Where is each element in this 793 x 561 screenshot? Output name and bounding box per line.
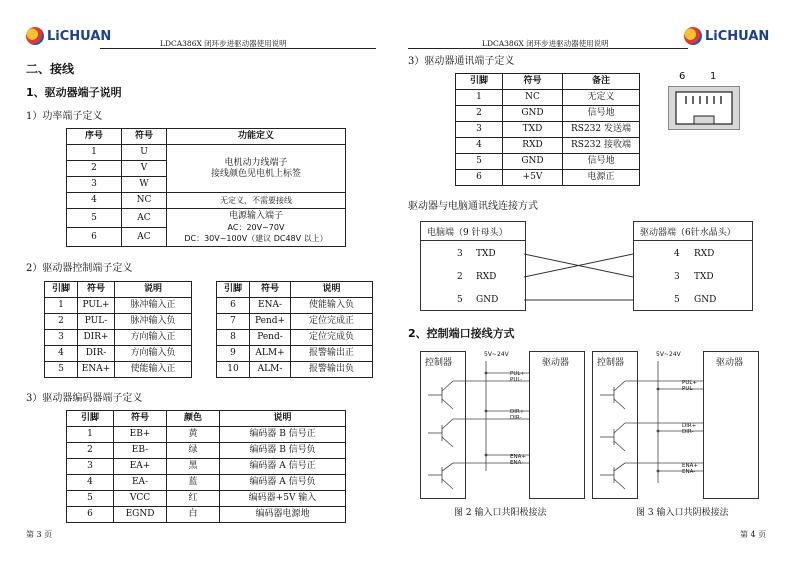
cell: 编码器 A 信号负	[220, 475, 346, 491]
col-header: 符号	[114, 411, 167, 427]
driver-label: 驱动器	[542, 358, 570, 368]
table-row	[45, 298, 192, 314]
cell: 使能输入正	[115, 362, 192, 378]
cell: DIR-	[78, 346, 115, 362]
cell: TXD	[503, 122, 563, 138]
function-line: AC：20V~70V	[227, 223, 285, 232]
header-title: LDCA386X 闭环步进驱动器使用说明	[160, 39, 287, 48]
driver-pin: 4	[674, 249, 680, 259]
table-row	[456, 90, 640, 106]
rj-jack-icon	[668, 86, 740, 130]
cell: 8	[217, 330, 250, 346]
cell: Pend-	[250, 330, 291, 346]
page-number: 第 4 页	[740, 530, 767, 539]
lichuan-logo	[684, 27, 769, 45]
col-header: 符号	[122, 129, 167, 145]
crossover-wiring	[524, 240, 634, 310]
cell-symbol: AC	[122, 209, 167, 228]
table-row	[45, 314, 192, 330]
function-line: 电机动力线端子	[224, 157, 288, 168]
table-row	[217, 314, 373, 330]
cell-symbol: U	[122, 145, 167, 161]
function-line: 电源输入端子	[228, 211, 283, 221]
driver-signal: GND	[694, 295, 717, 305]
col-header: 符号	[78, 282, 115, 298]
cell: 6	[456, 170, 503, 186]
common-cathode-wiring	[592, 351, 757, 499]
lichuan-logo-icon	[684, 27, 702, 45]
cell: ENA+	[78, 362, 115, 378]
cell: 9	[217, 346, 250, 362]
common-anode-wiring	[420, 351, 585, 499]
cell: 10	[217, 362, 250, 378]
header-rule	[100, 48, 376, 49]
cell: 使能输入负	[291, 298, 373, 314]
table-row	[67, 507, 346, 523]
cell: 5	[67, 491, 114, 507]
jack-pin-label: 6	[679, 71, 686, 82]
driver-pin: 5	[674, 295, 680, 305]
signal-label: ENA-	[682, 469, 696, 475]
col-header: 说明	[220, 411, 346, 427]
header-title: LDCA386X 闭环步进驱动器使用说明	[482, 39, 609, 48]
control-terminal-table-right	[216, 281, 373, 378]
page-heading: 二、接线	[26, 62, 75, 76]
cell: 7	[217, 314, 250, 330]
table-row	[67, 209, 346, 228]
table-row	[45, 346, 192, 362]
figure-caption: 图 2 输入口共阳极接法	[454, 508, 547, 518]
pc-pin: 2	[457, 272, 463, 282]
driver-connector-title: 驱动器端（6针水晶头）	[640, 228, 736, 238]
control-terminal-table-left	[44, 281, 192, 378]
cell: 编码器 B 信号正	[220, 427, 346, 443]
signal-label: DIR-	[510, 415, 522, 421]
cell: 脉冲输入正	[115, 298, 192, 314]
cell: 编码器电源地	[220, 507, 346, 523]
driver-connector-box	[633, 221, 753, 311]
cell: PUL+	[78, 298, 115, 314]
power-terminal-table	[66, 128, 346, 247]
cell: 5	[456, 154, 503, 170]
cell: ALM-	[250, 362, 291, 378]
cell: RS232 发送端	[563, 122, 640, 138]
cell: GND	[503, 154, 563, 170]
col-header: 说明	[115, 282, 192, 298]
cell: 6	[217, 298, 250, 314]
table-row	[67, 459, 346, 475]
cell: 编码器+5V 输入	[220, 491, 346, 507]
cell: 5	[45, 362, 78, 378]
table-row	[45, 362, 192, 378]
section-comm-terminals: 3）驱动器通讯端子定义	[408, 56, 515, 67]
lichuan-logo	[26, 27, 111, 45]
pc-pin: 3	[457, 249, 463, 259]
page-number: 第 3 页	[26, 530, 53, 539]
cell: 红	[167, 491, 220, 507]
cell: 信号地	[563, 106, 640, 122]
col-header: 引脚	[45, 282, 78, 298]
table-row	[456, 154, 640, 170]
cell-function-nc: 无定义，不需要接线	[167, 193, 346, 209]
driver-signal: TXD	[694, 272, 714, 282]
cell: 1	[67, 427, 114, 443]
cell: ALM+	[250, 346, 291, 362]
table-row	[45, 330, 192, 346]
cell: 2	[456, 106, 503, 122]
col-header: 引脚	[456, 74, 503, 90]
cell: NC	[503, 90, 563, 106]
cell-symbol: NC	[122, 193, 167, 209]
cell: 定位完成正	[291, 314, 373, 330]
function-line: 接线颜色见电机上标签	[210, 168, 301, 179]
function-line: DC：30V~100V（建议 DC48V 以上）	[184, 234, 328, 243]
cell: 黄	[167, 427, 220, 443]
cell: Pend+	[250, 314, 291, 330]
cell-function-motor	[167, 145, 346, 193]
section-control-terminals: 2）驱动器控制端子定义	[26, 263, 133, 274]
signal-label: ENA-	[510, 460, 524, 466]
cell: 2	[45, 314, 78, 330]
signal-label: PUL-	[510, 377, 523, 383]
signal-label: PUL+	[510, 371, 526, 377]
table-row	[456, 170, 640, 186]
cell: EA+	[114, 459, 167, 475]
cell: RS232 接收端	[563, 138, 640, 154]
lichuan-logo-icon	[26, 27, 44, 45]
cell: 4	[45, 346, 78, 362]
driver-label: 驱动器	[716, 358, 744, 368]
signal-label: PUL+	[682, 380, 698, 386]
cell: 黑	[167, 459, 220, 475]
pc-signal: TXD	[476, 249, 496, 259]
cell-index: 5	[67, 209, 122, 228]
cell-index: 1	[67, 145, 122, 161]
figure-caption: 图 3 输入口共阴极接法	[636, 508, 729, 518]
table-row	[67, 443, 346, 459]
signal-label: DIR-	[682, 429, 694, 435]
table-row	[67, 145, 346, 161]
header-rule	[408, 48, 688, 49]
cell: VCC	[114, 491, 167, 507]
cell: EB+	[114, 427, 167, 443]
table-row	[456, 138, 640, 154]
col-header: 颜色	[167, 411, 220, 427]
signal-label: ENA+	[682, 463, 698, 469]
cell: 3	[456, 122, 503, 138]
cell: 1	[45, 298, 78, 314]
col-header: 说明	[291, 282, 373, 298]
supply-label: 5V~24V	[656, 351, 681, 358]
section-comm-link: 驱动器与电脑通讯线连接方式	[408, 201, 538, 212]
cell: 编码器 A 信号正	[220, 459, 346, 475]
driver-signal: RXD	[694, 249, 715, 259]
cell: 方向输入正	[115, 330, 192, 346]
cell: RXD	[503, 138, 563, 154]
col-header: 序号	[67, 129, 122, 145]
col-header: 符号	[503, 74, 563, 90]
cell: 方向输入负	[115, 346, 192, 362]
cell: 报警输出正	[291, 346, 373, 362]
cell: DIR+	[78, 330, 115, 346]
table-row	[456, 106, 640, 122]
cell: 电源正	[563, 170, 640, 186]
cell-symbol: AC	[122, 228, 167, 247]
cell-index: 2	[67, 161, 122, 177]
jack-pin-label: 1	[710, 71, 717, 82]
table-row	[217, 362, 373, 378]
col-header: 符号	[250, 282, 291, 298]
cell: 绿	[167, 443, 220, 459]
logo-text: LiCHUAN	[47, 28, 112, 44]
pc-connector-box	[420, 221, 526, 311]
logo-text: LiCHUAN	[705, 28, 770, 44]
cell: GND	[503, 106, 563, 122]
cell: PUL-	[78, 314, 115, 330]
table-row	[217, 346, 373, 362]
cell: 2	[67, 443, 114, 459]
signal-label: DIR+	[510, 409, 525, 415]
col-header: 引脚	[67, 411, 114, 427]
pc-signal: RXD	[476, 272, 497, 282]
cell: 信号地	[563, 154, 640, 170]
cell: 6	[67, 507, 114, 523]
table-row	[456, 122, 640, 138]
cell: EB-	[114, 443, 167, 459]
subheading-control-wiring: 2、控制端口接线方式	[408, 327, 515, 340]
cell: 蓝	[167, 475, 220, 491]
cell: 3	[67, 459, 114, 475]
signal-label: PUL-	[682, 386, 695, 392]
cell-function-power	[167, 209, 346, 247]
signal-label: DIR+	[682, 423, 697, 429]
cell-symbol: W	[122, 177, 167, 193]
cell: 定位完成负	[291, 330, 373, 346]
cell: 报警输出负	[291, 362, 373, 378]
cell: 白	[167, 507, 220, 523]
cell: ENA-	[250, 298, 291, 314]
cell-index: 4	[67, 193, 122, 209]
cell: +5V	[503, 170, 563, 186]
driver-pin: 3	[674, 272, 680, 282]
cell: 3	[45, 330, 78, 346]
cell: 4	[67, 475, 114, 491]
col-header: 引脚	[217, 282, 250, 298]
cell: 无定义	[563, 90, 640, 106]
pc-connector-title: 电脑端（9 针母头）	[427, 228, 508, 238]
cell: EA-	[114, 475, 167, 491]
cell: 1	[456, 90, 503, 106]
table-row	[67, 475, 346, 491]
cell: 脉冲输入负	[115, 314, 192, 330]
col-header: 备注	[563, 74, 640, 90]
encoder-terminal-table	[66, 410, 346, 523]
cell-index: 6	[67, 228, 122, 247]
table-row	[67, 491, 346, 507]
cell: 编码器 B 信号负	[220, 443, 346, 459]
cell-index: 3	[67, 177, 122, 193]
table-row	[217, 330, 373, 346]
signal-label: ENA+	[510, 454, 526, 460]
table-row	[67, 427, 346, 443]
pc-signal: GND	[476, 295, 499, 305]
subheading-terminals: 1、驱动器端子说明	[26, 86, 122, 99]
table-row	[217, 298, 373, 314]
supply-label: 5V~24V	[484, 351, 509, 358]
controller-label: 控制器	[597, 358, 625, 368]
comm-terminal-table	[455, 73, 640, 186]
cell: 4	[456, 138, 503, 154]
controller-label: 控制器	[425, 358, 453, 368]
cell-symbol: V	[122, 161, 167, 177]
section-encoder-terminals: 3）驱动器编码器端子定义	[26, 393, 143, 404]
cell: EGND	[114, 507, 167, 523]
col-header: 功能定义	[167, 129, 346, 145]
table-row	[67, 193, 346, 209]
pc-pin: 5	[457, 295, 463, 305]
section-power-terminals: 1）功率端子定义	[26, 111, 103, 122]
